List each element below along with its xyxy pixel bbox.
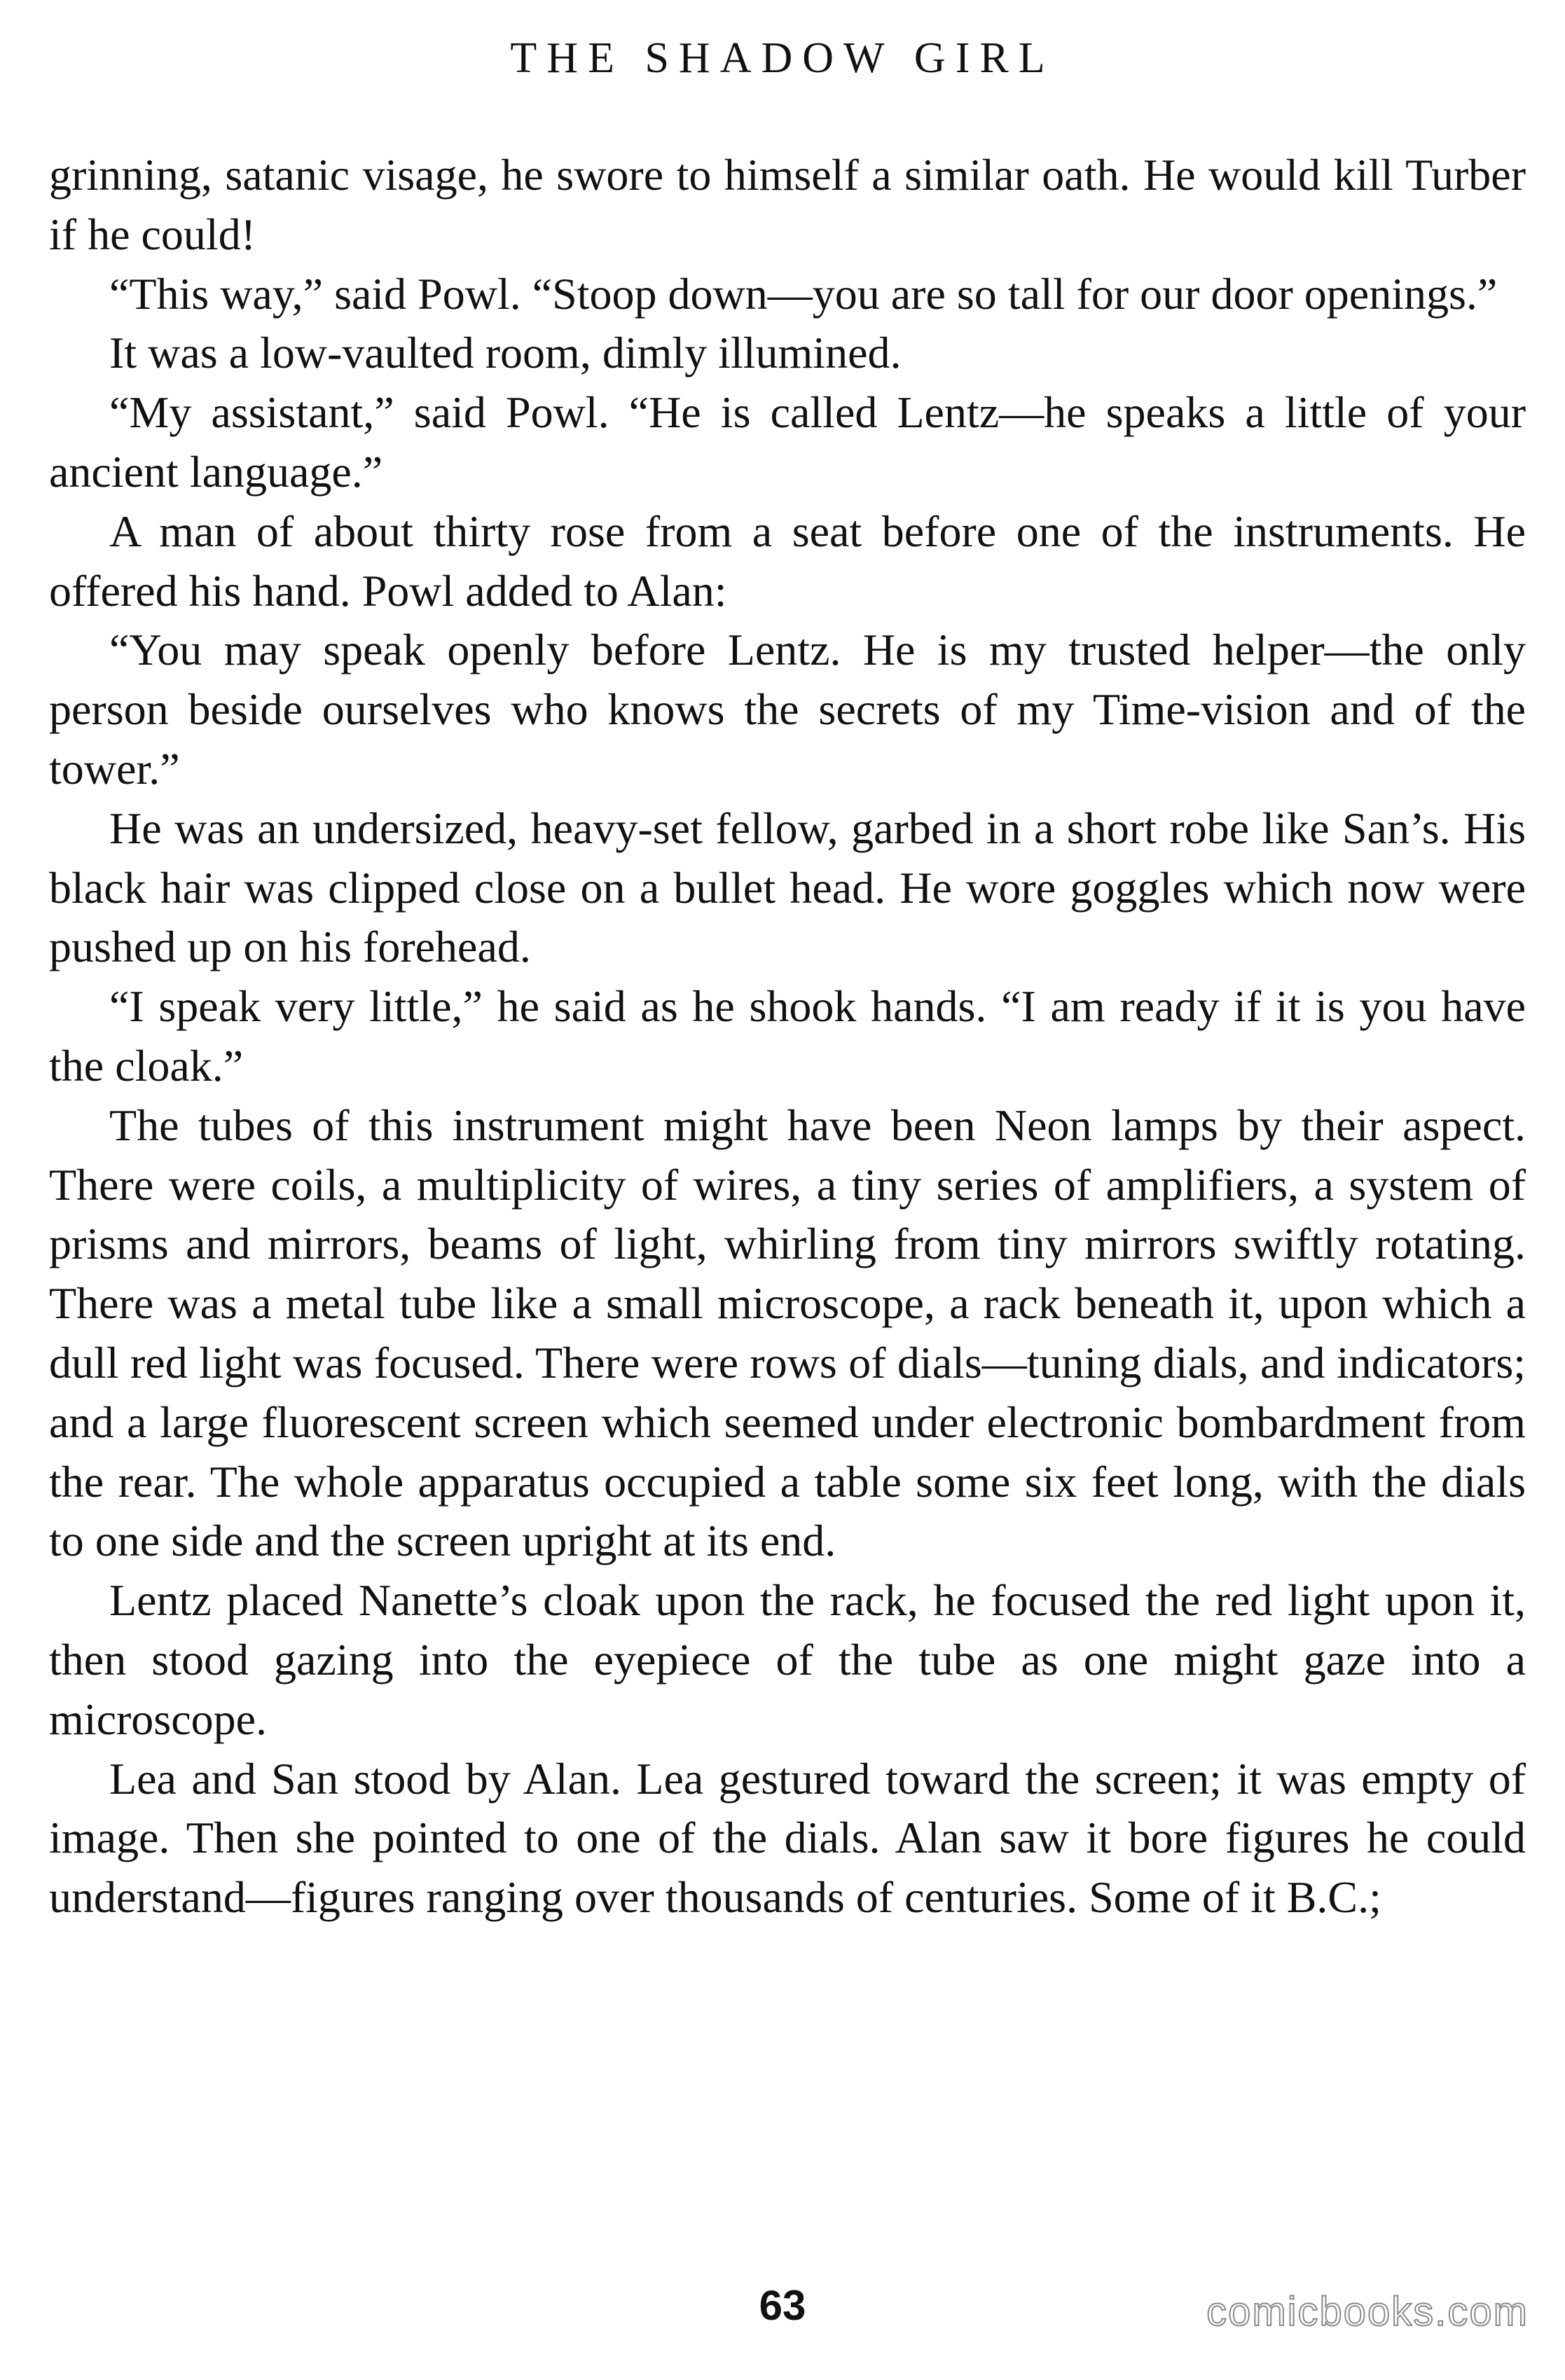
paragraph: “My assistant,” said Powl. “He is called Lentz—he speaks a little of your ancient language.” xyxy=(49,387,1526,497)
page-number: 63 xyxy=(759,2282,806,2329)
running-head: THE SHADOW GIRL xyxy=(510,34,1055,82)
paragraph: “You may speak openly before Lentz. He is my trusted helper—the only person beside ourselves who knows the secrets of my Time-vision and of the tower.” xyxy=(49,625,1526,794)
paragraph: Lentz placed Nanette’s cloak upon the rack, he focused the red light upon it, then stood gazing into the eyepiece of the tube as one might gaze into a microscope. xyxy=(49,1575,1526,1744)
paragraph: He was an undersized, heavy-set fellow, garbed in a short robe like San’s. His black hair was clipped close on a bullet head. He wore goggles which now were pushed up on his forehead. xyxy=(49,803,1526,972)
body-text xyxy=(49,146,1526,1928)
paragraph: grinning, satanic visage, he swore to himself a similar oath. He would kill Turber if he could! xyxy=(49,150,1526,259)
paragraph: It was a low-vaulted room, dimly illumined. xyxy=(109,328,902,378)
watermark: comicbooks.com xyxy=(1206,2289,1529,2334)
paragraph: Lea and San stood by Alan. Lea gestured toward the screen; it was empty of image. Then she pointed to one of the dials. Alan saw it bore figures he could understand—figures ranging over thousands of centuries. Some of it B.C.; xyxy=(49,1753,1526,1923)
paragraph: “I speak very little,” he said as he shook hands. “I am ready if it is you have the cloak.” xyxy=(49,981,1526,1091)
paragraph: “This way,” said Powl. “Stoop down—you are so tall for our door openings.” xyxy=(109,268,1498,319)
paragraph: A man of about thirty rose from a seat before one of the instruments. He offered his hand. Powl added to Alan: xyxy=(49,506,1526,616)
paragraph: The tubes of this instrument might have been Neon lamps by their aspect. There were coils, a multiplicity of wires, a tiny series of amplifiers, a system of prisms and mirrors, beams of light, whirling from tiny mirrors swiftly rotating. There was a metal tube like a small microscope, a rack beneath it, upon which a dull red light was focused. There were rows of dials—tuning dials, and indicators; and a large fluorescent screen which seemed under electronic bombardment from the rear. The whole apparatus occupied a table some six feet long, with the dials to one side and the screen upright at its end. xyxy=(49,1100,1526,1566)
